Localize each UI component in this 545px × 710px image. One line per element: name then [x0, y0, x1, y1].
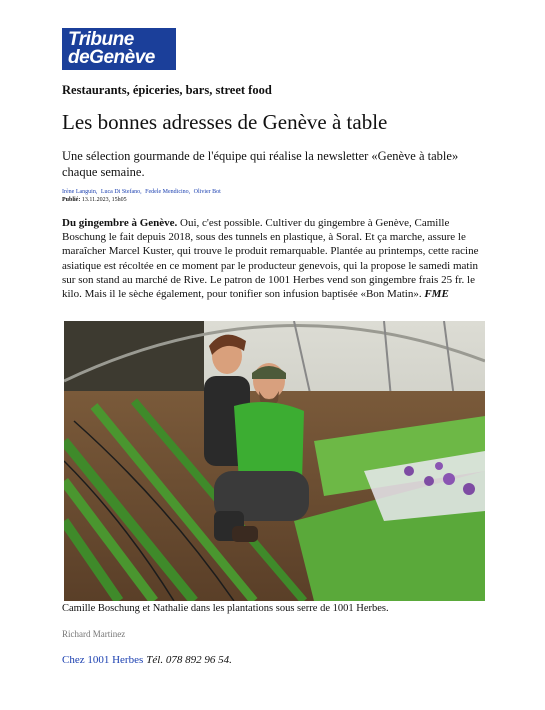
logo-line-2: deGenève: [68, 47, 155, 68]
contact-line: [62, 654, 232, 666]
publish-value: 13.11.2023, 15h05: [81, 197, 127, 203]
section-kicker: Restaurants, épiceries, bars, street food: [62, 83, 272, 97]
article-paragraph: Oui, c'est possible. Cultiver du gingembre à Genève, Camille Boschung le fait depuis 2018, sous des tunnels en plastique, à Soral. Et ça marche, assure le maraîcher Marcel Kuster, qui trouve le produit remarquable. Plantée au printemps, cette racine asiatique est récoltée en ce moment par le producteur genevois, qui la propose le samedi matin sur son stand au marché de Rive. Le patron de 1001 Herbes vend son gingembre frais 25 fr. le kilo. Mais il le sèche également, pour tonifier son infusion baptisée «Bon Matin».: [62, 217, 479, 301]
photo-caption: Camille Boschung et Nathalie dans les plantations sous serre de 1001 Herbes.: [62, 603, 389, 614]
site-logo[interactable]: [62, 28, 176, 70]
article-photo: [64, 321, 485, 601]
author-link[interactable]: Olivier Bot: [193, 189, 221, 195]
greenhouse-photo-illustration: [64, 321, 485, 601]
logo-line-1: Tribune: [68, 29, 134, 50]
author-link[interactable]: Luca Di Stefano,: [100, 189, 142, 195]
photo-credit: Richard Martinez: [62, 629, 126, 639]
article-body: [62, 216, 486, 301]
shop-link[interactable]: Chez 1001 Herbes: [62, 654, 144, 666]
article-lead: Une sélection gourmande de l'équipe qui réalise la newsletter «Genève à table» chaque semaine.: [62, 149, 459, 179]
article-signature: FME: [424, 288, 449, 301]
article-lead-in: Du gingembre à Genève.: [62, 217, 178, 229]
author-list: [62, 188, 223, 196]
page-title: Les bonnes adresses de Genève à table: [62, 110, 388, 134]
author-link[interactable]: Fedele Mendicino,: [145, 189, 191, 195]
phone-number: Tél. 078 892 96 54.: [146, 654, 232, 666]
publish-date: [62, 196, 127, 204]
publish-label: Publié:: [62, 197, 81, 203]
author-link[interactable]: Irène Languin,: [62, 189, 98, 195]
